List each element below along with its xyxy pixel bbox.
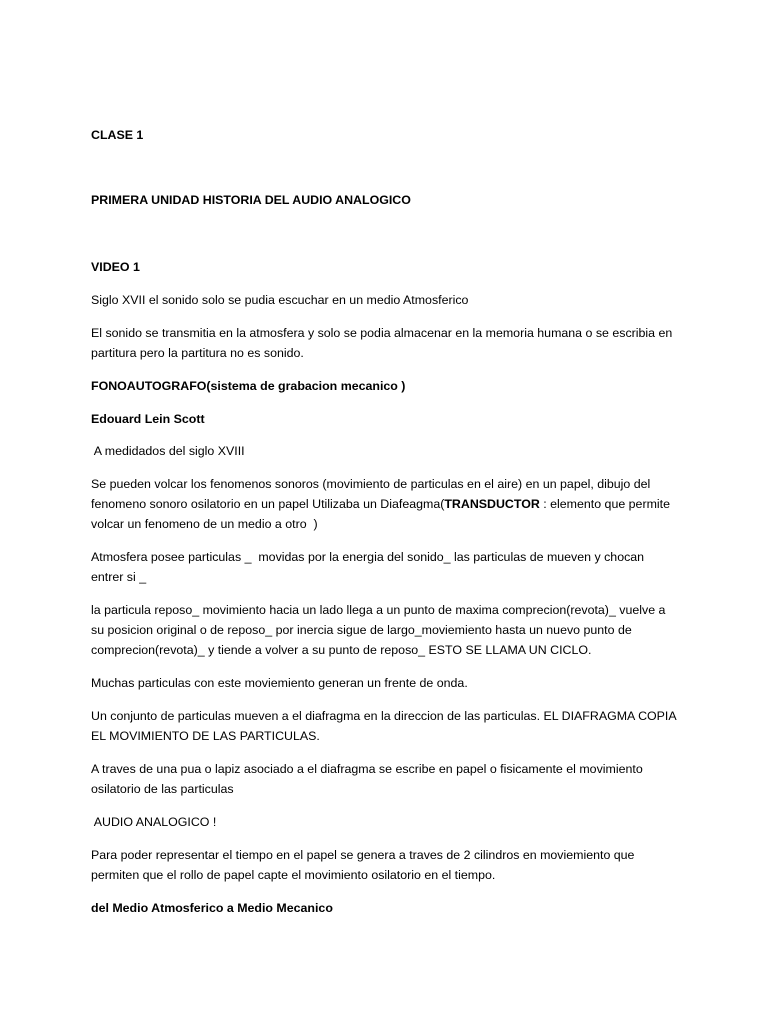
paragraph-line: comprecion(revota)_ y tiende a volver a su punto de reposo_ ESTO SE LLAMA UN CICLO. [91,643,592,657]
paragraph-line: su posicion original o de reposo_ por inercia sigue de largo_moviemiento hasta un nuevo punto de [91,623,632,637]
heading-medio: del Medio Atmosferico a Medio Mecanico [91,901,333,915]
paragraph-line: Se pueden volcar los fenomenos sonoros (movimiento de particulas en el aire) en un papel, dibujo del [91,477,651,491]
paragraph-conjunto [91,706,691,746]
paragraph-reposo [91,600,691,660]
paragraph-siglo: Siglo XVII el sonido solo se pudia escuchar en un medio Atmosferico [91,293,469,307]
heading-autor: Edouard Lein Scott [91,412,205,426]
paragraph-pua [91,759,691,799]
paragraph-line: permiten que el rollo de papel capte el movimiento osilatorio en el tiempo. [91,868,496,882]
transductor-term: TRANSDUCTOR [444,497,540,511]
paragraph-volcar [91,474,691,534]
paragraph-transmitia [91,323,691,363]
paragraph-line: entrer si _ [91,570,147,584]
paragraph-line: EL MOVIMIENTO DE LAS PARTICULAS. [91,729,320,743]
heading-fonoautografo: FONOAUTOGRAFO(sistema de grabacion mecanico ) [91,379,406,393]
paragraph-line: Atmosfera posee particulas _ movidas por la energia del sonido_ las particulas de mueven y chocan [91,550,645,564]
paragraph-line: partitura pero la partitura no es sonido. [91,346,304,360]
heading-unidad: PRIMERA UNIDAD HISTORIA DEL AUDIO ANALOGICO [91,193,411,207]
paragraph-line: Un conjunto de particulas mueven a el diafragma en la direccion de las particulas. EL DIAFRAGMA COPIA [91,709,677,723]
text-span: fenomeno sonoro osilatorio en un papel Utilizaba un Diafeagma( [91,497,445,511]
paragraph-line: El sonido se transmitia en la atmosfera y solo se podia almacenar en la memoria humana o se escribia en [91,326,673,340]
paragraph-muchas: Muchas particulas con este moviemiento generan un frente de onda. [91,676,468,690]
paragraph-line [91,494,691,514]
paragraph-line: A traves de una pua o lapiz asociado a el diafragma se escribe en papel o fisicamente el movimiento [91,762,643,776]
paragraph-line: volcar un fenomeno de un medio a otro ) [91,517,318,531]
paragraph-mediados: A medidados del siglo XVIII [91,444,245,458]
text-span: : elemento que permite [539,497,670,511]
paragraph-tiempo [91,845,691,885]
paragraph-audio-analogico: AUDIO ANALOGICO ! [91,815,217,829]
heading-video: VIDEO 1 [91,260,140,274]
paragraph-line: Para poder representar el tiempo en el papel se genera a traves de 2 cilindros en moviemiento que [91,848,635,862]
heading-clase: CLASE 1 [91,128,144,142]
paragraph-line: la particula reposo_ movimiento hacia un lado llega a un punto de maxima comprecion(revota)_ vuelve a [91,603,666,617]
paragraph-line: osilatorio de las particulas [91,782,234,796]
paragraph-atmosfera [91,547,691,587]
